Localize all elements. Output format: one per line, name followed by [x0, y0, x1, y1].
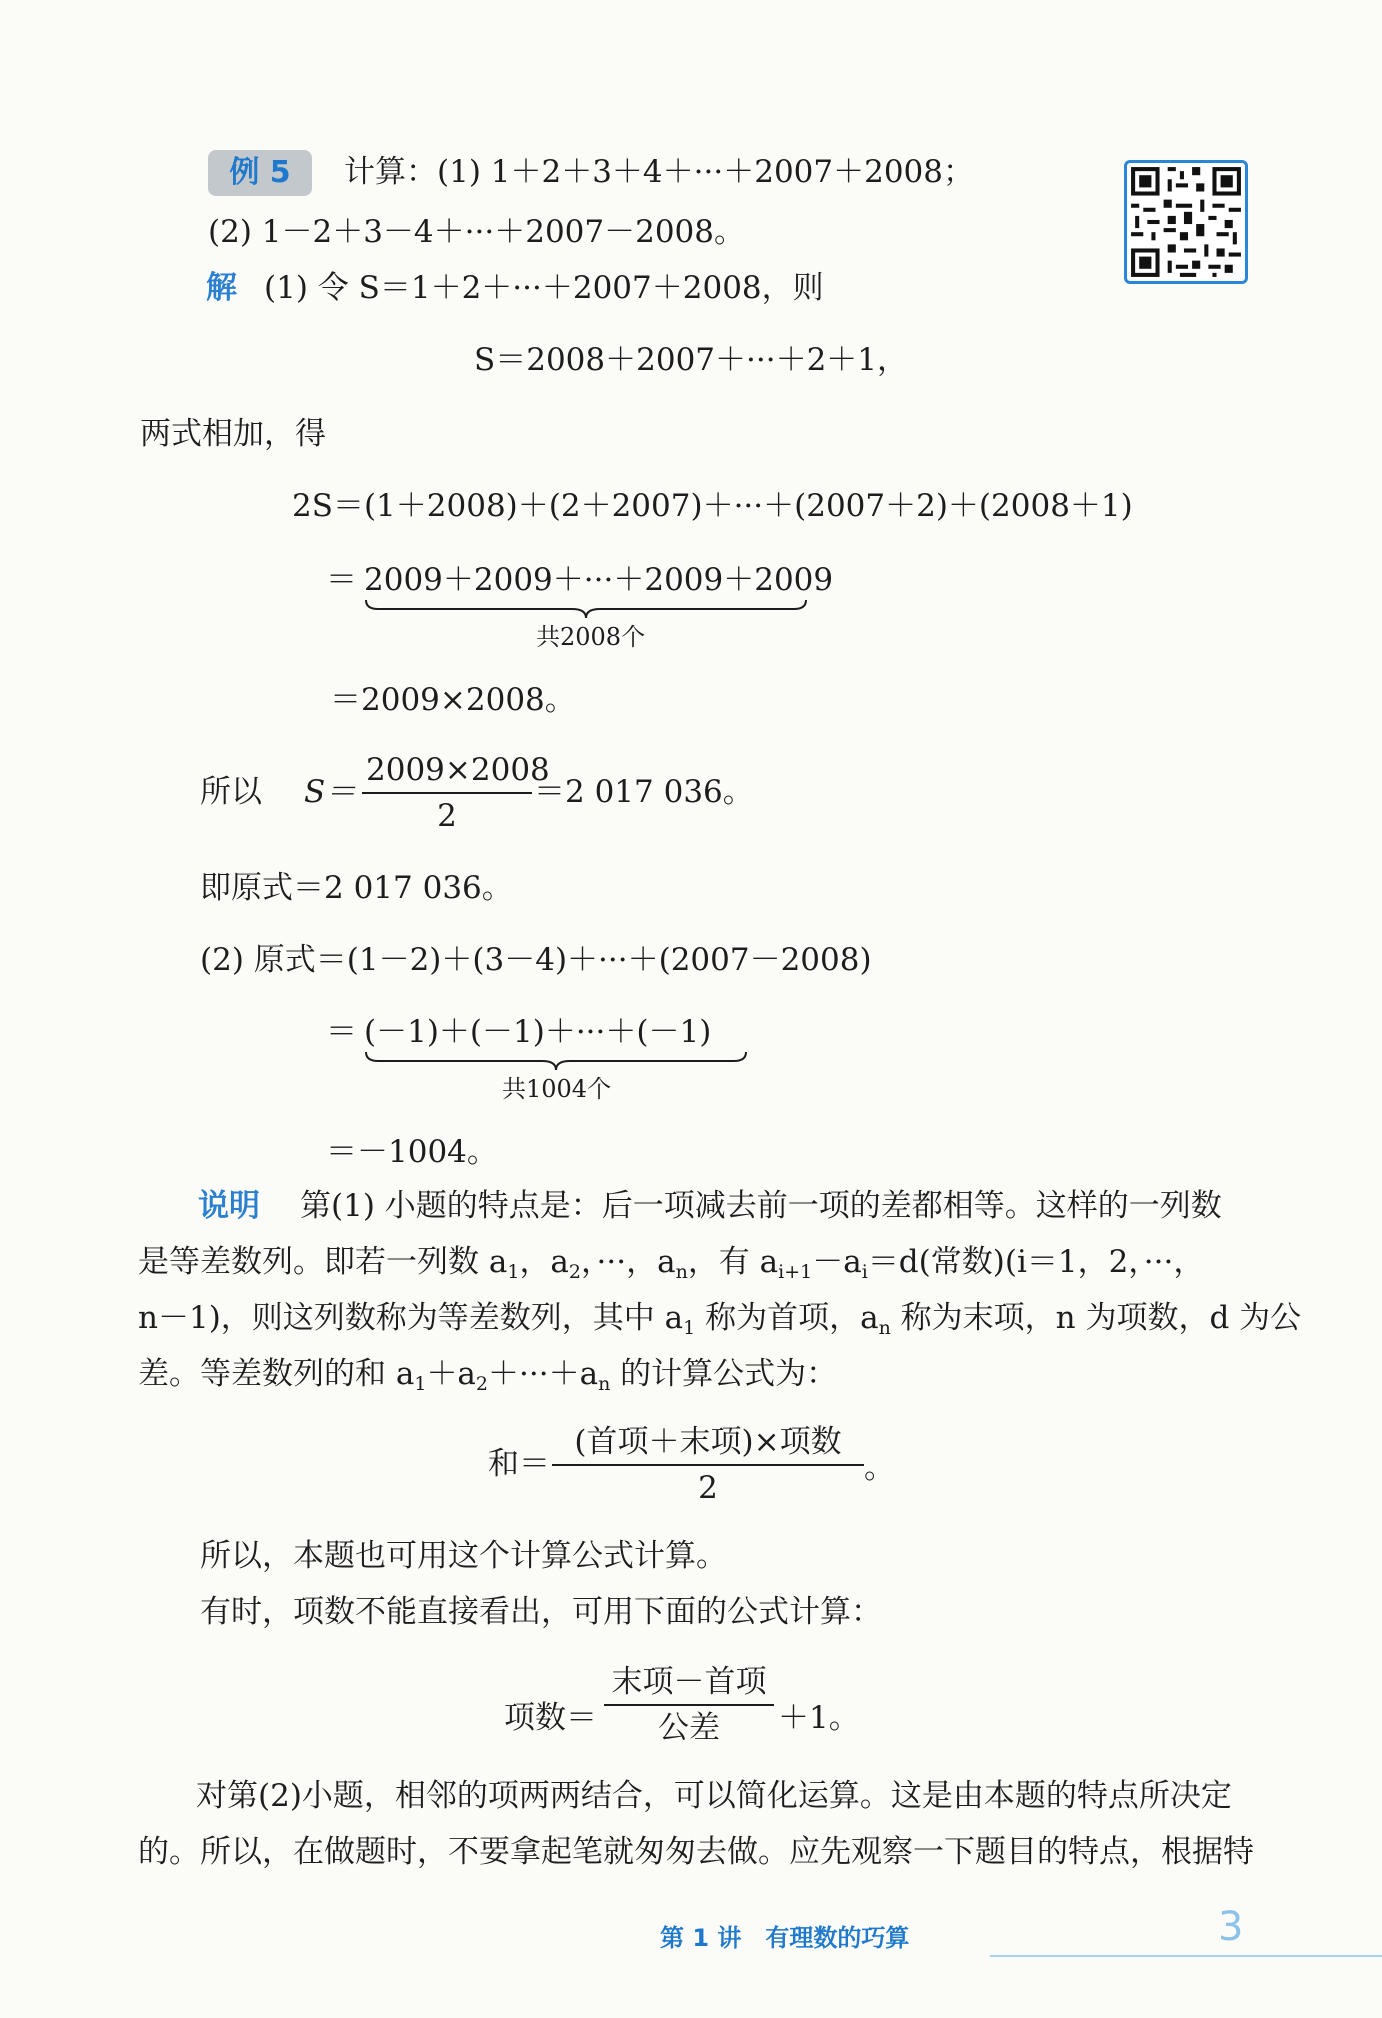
underbrace-1004	[364, 1050, 748, 1072]
solution-step-5-body: 2009＋2009＋···＋2009＋2009	[364, 562, 834, 598]
note-para-6: 有时，项数不能直接看出，可用下面的公式计算：	[200, 1594, 882, 1630]
solution-step-1: (1) 令 S＝1＋2＋···＋2007＋2008，则	[264, 270, 824, 306]
solution-step-7-rhs: ＝2 017 036。	[534, 774, 754, 810]
example-question-1: 计算：(1) 1＋2＋3＋4＋···＋2007＋2008；	[344, 154, 975, 190]
note-para-7: 对第(2)小题，相邻的项两两结合，可以简化运算。这是由本题的特点所决定	[196, 1778, 1232, 1814]
formula-sum-lhs: 和＝	[488, 1446, 550, 1482]
footer-rule	[990, 1955, 1382, 1957]
example-badge: 例 5	[208, 150, 312, 196]
note-para-4: 差。等差数列的和 $a_1+a_2+\cdot\cdot\cdot+a_n$ 的计算公式为：	[138, 1356, 838, 1395]
footer-chapter-title: 第 1 讲 有理数的巧算	[660, 1924, 910, 1952]
note-para-8: 的。所以，在做题时，不要拿起笔就匆匆去做。应先观察一下题目的特点，根据特	[138, 1834, 1254, 1870]
solution-step-8: 即原式＝2 017 036。	[200, 870, 513, 906]
note-para-5: 所以，本题也可用这个计算公式计算。	[200, 1538, 727, 1574]
solution-step-4: 2S＝(1＋2008)＋(2＋2007)＋···＋(2007＋2)＋(2008＋1)	[292, 488, 1133, 524]
solution-step-7-prefix: 所以	[200, 774, 262, 810]
note-para-3: n－1)，则这列数称为等差数列，其中 $a_1$ 称为首项，$a_n$ 称为末项，n 为项数，d 为公	[138, 1300, 1302, 1339]
fraction-2009x2008-over-2	[362, 750, 550, 836]
underbrace-2008	[364, 598, 808, 620]
qr-code-graphic	[1127, 163, 1245, 281]
solution-step-6: ＝2009×2008。	[330, 682, 576, 718]
qr-code	[1124, 160, 1248, 284]
solution-step-7-lhs: S＝	[304, 774, 357, 810]
formula-count-lhs: 项数＝	[504, 1700, 597, 1736]
solution-step-2: S＝2008＋2007＋···＋2＋1，	[474, 342, 909, 378]
formula-count-bar	[604, 1704, 774, 1706]
formula-sum-bar	[552, 1464, 864, 1466]
note-para-1: 第(1) 小题的特点是：后一项减去前一项的差都相等。这样的一列数	[300, 1188, 1222, 1224]
solution-step-10-body: (－1)＋(－1)＋···＋(－1)	[364, 1014, 712, 1050]
example-question-2: (2) 1－2＋3－4＋···＋2007－2008。	[208, 214, 746, 250]
formula-sum-denominator: 2	[698, 1470, 718, 1506]
note-para-2: 是等差数列。即若一列数 $a_1$，$a_2$，···，$a_n$，有 $a_{i+1}-a_i=d$(常数)(i＝1，2，···，	[138, 1244, 1205, 1283]
note-label: 说明	[198, 1188, 260, 1224]
solution-step-5-eq: ＝	[326, 562, 357, 598]
formula-sum-numerator: (首项＋末项)×项数	[574, 1424, 842, 1460]
formula-count-end: ＋1。	[778, 1700, 860, 1736]
fraction-numerator: 2009×2008	[366, 752, 550, 788]
solution-step-9: (2) 原式＝(1－2)＋(3－4)＋···＋(2007－2008)	[200, 942, 872, 978]
formula-count-numerator: 末项－首项	[611, 1664, 767, 1700]
underbrace-label-2008: 共2008个	[536, 623, 646, 651]
fraction-denominator: 2	[437, 798, 457, 834]
solution-step-11: ＝－1004。	[326, 1134, 498, 1170]
solution-step-10-eq: ＝	[326, 1014, 357, 1050]
page-number: 3	[1218, 1904, 1244, 1950]
formula-sum-fraction	[552, 1422, 864, 1508]
solution-label: 解	[206, 270, 237, 306]
formula-count-fraction	[604, 1662, 774, 1748]
formula-sum-end: 。	[864, 1450, 895, 1486]
underbrace-label-1004: 共1004个	[502, 1075, 612, 1103]
formula-count-denominator: 公差	[658, 1710, 720, 1746]
fraction-bar	[362, 792, 532, 794]
solution-step-3: 两式相加，得	[140, 416, 326, 452]
